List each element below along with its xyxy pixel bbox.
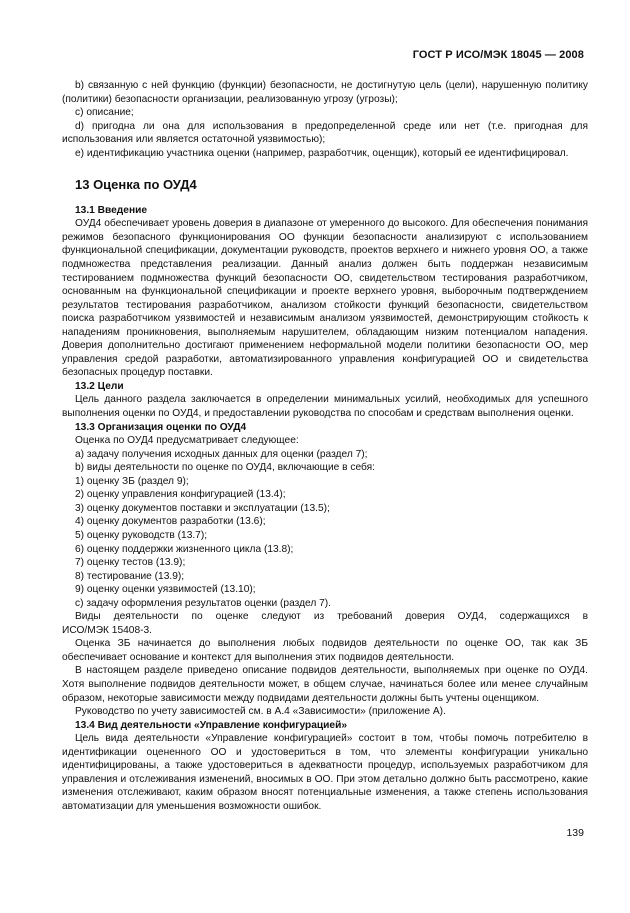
list-item: b) виды деятельности по оценке по ОУД4, включающие в себя: [75,462,376,474]
subsection-13-4-title: 13.4 Вид деятельности «Управление конфигурацией» [75,719,348,731]
subsection-13-4-text: Цель вида деятельности «Управление конфигурацией» состоит в том, чтобы помочь потребителю в идентификации оцененного ОО и удостовериться в том, что элементы конфигурации уникально идентифицированы, а также удостовериться в адекватности процедур, используемых разработчиком для управления и отслеживания изменений, вносимых в ОО. При этом детально должно быть рассмотрено, какие изменения отслеживают, каким образом вносят потенциальные изменения, а также степень использования автоматизации для уменьшения возможности ошибок. [62,733,588,812]
intro-item-c: c) описание; [75,107,134,119]
list-item: 1) оценку ЗБ (раздел 9); [75,475,189,487]
intro-item-e: e) идентификацию участника оценки (например, разработчик, оценщик), который ее идентифицировал. [75,147,569,159]
document-body [62,79,588,813]
subsection-13-2-text: Цель данного раздела заключается в определении минимальных усилий, необходимых для успешного выполнения оценки по ОУД4, и предоставлении руководства по способам и средствам выполнения оценки. [62,394,588,420]
requirements-line-2: ИСО/МЭК 15408-3. [62,624,153,636]
requirements-line-1: Виды деятельности по оценке следуют из требований доверия ОУД4, содержащихся в [75,611,588,623]
present-section-paragraph: В настоящем разделе приведено описание подвидов деятельности, выполняемых при оценке по ОУД4. Хотя выполнение подвидов деятельности может, в общем случае, начинаться более или менее случайным образом, некоторые зависимости между подвидами деятельности должны быть учтены оценщиком. [62,665,588,704]
list-item: 6) оценку поддержки жизненного цикла (13.8); [75,543,294,555]
subsection-13-3-title: 13.3 Организация оценки по ОУД4 [75,421,247,433]
subsection-13-2-title: 13.2 Цели [75,380,124,392]
page-number: 139 [566,827,584,839]
subsection-13-3-lead: Оценка по ОУД4 предусматривает следующее: [75,435,299,447]
list-item: 5) оценку руководств (13.7); [75,529,208,541]
list-item: 3) оценку документов поставки и эксплуатации (13.5); [75,502,330,514]
section-13-title: 13 Оценка по ОУД4 [75,177,197,193]
subsection-13-1-title: 13.1 Введение [75,204,148,216]
intro-item-b: b) связанную с ней функцию (функции) безопасности, не достигнутую цель (цели), нарушенную политику (политики) безопасности организации, реализованную угрозу (угрозы); [62,80,588,105]
list-item: a) задачу получения исходных данных для оценки (раздел 7); [75,448,368,460]
list-item: 7) оценку тестов (13.9); [75,557,186,569]
document-header: ГОСТ Р ИСО/МЭК 18045 — 2008 [412,49,584,61]
list-item: c) задачу оформления результатов оценки (раздел 7). [75,597,332,609]
list-item: 8) тестирование (13.9); [75,570,185,582]
subsection-13-1-text: ОУД4 обеспечивает уровень доверия в диапазоне от умеренного до высокого. Для обеспечения понимания режимов безопасного функционирования ОО функции безопасности анализируют с использованием функциональной спецификации, документации руководств, проектов верхнего и нижнего уровня ОО, а также подмножества представления реализации. Данный анализ должен быть поддержан независимым тестированием подмножества функций безопасности ОО, свидетельством тестирования разработчиком, основанным на функциональной спецификации и проекте верхнего уровня, выборочным подтверждением результатов тестирования разработчиком, анализом стойкости функций безопасности, свидетельством поиска разработчиком уязвимостей и независимым анализом уязвимостей, демонстрирующим стойкость к нападениям проникновения, выполняемым нарушителем, обладающим низким потенциалом нападения. Доверия дополнительно достигают применением неформальной модели политики безопасности ОО, мер управления средой разработки, автоматизированного управления конфигурацией ОО и свидетельства безопасных процедур поставки. [62,218,588,379]
zb-paragraph: Оценка ЗБ начинается до выполнения любых подвидов деятельности по оценке ОО, так как ЗБ обеспечивает основание и контекст для выполнения этих подвидов деятельности. [62,638,588,663]
list-item: 2) оценку управления конфигурацией (13.4); [75,489,286,501]
list-item: 9) оценку оценки уязвимостей (13.10); [75,584,256,596]
dependencies-guide-paragraph: Руководство по учету зависимостей см. в А.4 «Зависимости» (приложение А). [75,706,446,718]
list-item: 4) оценку документов разработки (13.6); [75,516,266,528]
intro-item-d: d) пригодна ли она для использования в предопределенной среде или нет (т.е. пригодная для использования или является остаточной уязвимостью); [62,120,588,146]
